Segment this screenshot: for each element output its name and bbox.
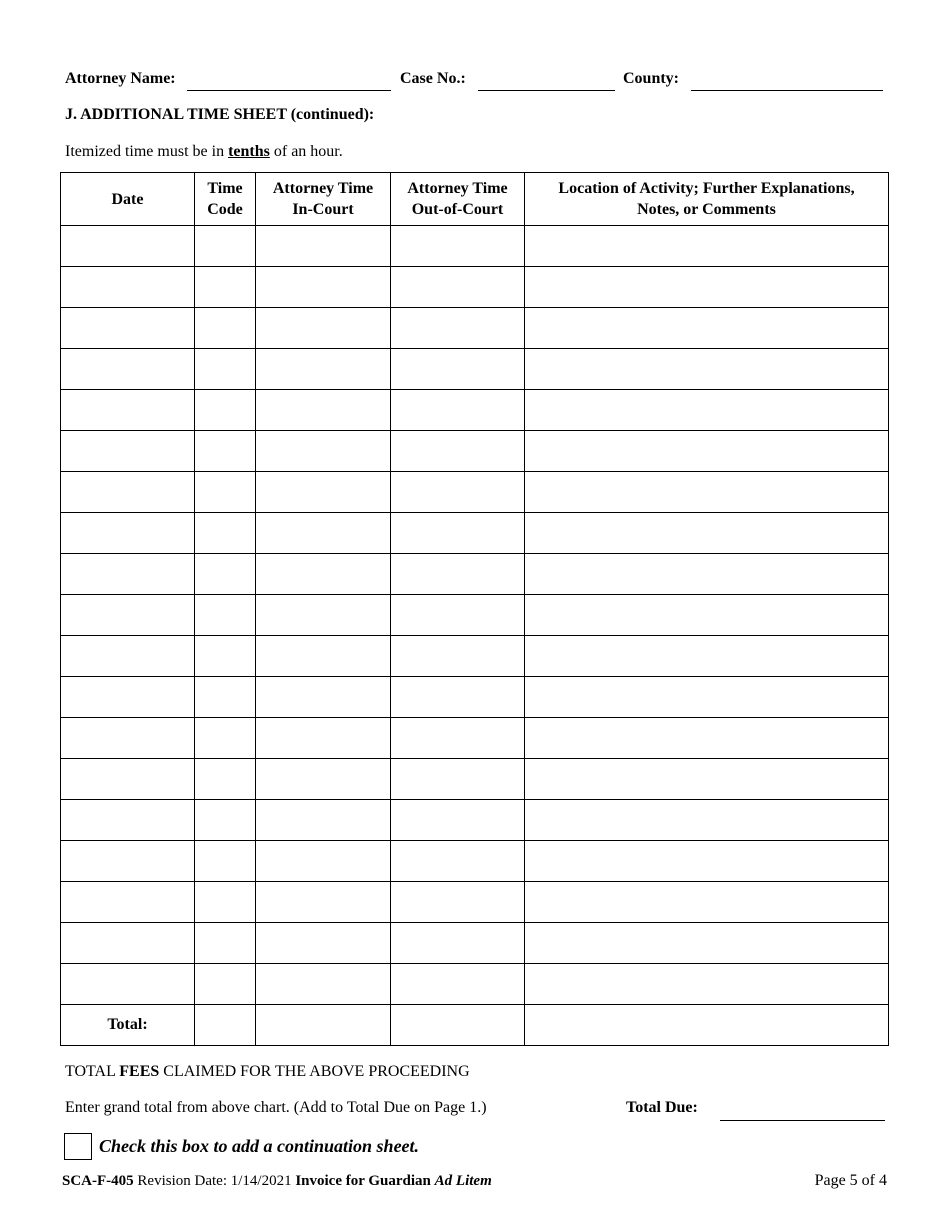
time-code-cell[interactable] <box>195 923 256 964</box>
table-body <box>61 226 889 1046</box>
in-court-cell[interactable] <box>256 718 391 759</box>
page-number: Page 5 of 4 <box>814 1172 887 1189</box>
notes-cell[interactable] <box>525 390 889 431</box>
in-court-cell[interactable] <box>256 841 391 882</box>
footer-form-info <box>62 1173 492 1190</box>
time-code-cell[interactable] <box>195 431 256 472</box>
notes-cell[interactable] <box>525 308 889 349</box>
date-cell[interactable] <box>61 513 195 554</box>
notes-cell[interactable] <box>525 595 889 636</box>
date-cell[interactable] <box>61 636 195 677</box>
out-of-court-cell[interactable] <box>391 964 525 1005</box>
total-due-field[interactable] <box>720 1120 885 1121</box>
date-cell[interactable] <box>61 431 195 472</box>
date-cell[interactable] <box>61 595 195 636</box>
time-sheet-table <box>60 172 889 1046</box>
out-of-court-cell[interactable] <box>391 677 525 718</box>
notes-cell[interactable] <box>525 882 889 923</box>
column-header-out-of-court: Attorney Time Out-of-Court <box>391 173 525 226</box>
instruction-text-before: Itemized time must be in <box>65 143 229 160</box>
notes-cell[interactable] <box>525 923 889 964</box>
table-row <box>61 472 889 513</box>
time-code-cell[interactable] <box>195 308 256 349</box>
table-row <box>61 718 889 759</box>
in-court-cell[interactable] <box>256 759 391 800</box>
continuation-checkbox[interactable] <box>64 1133 92 1160</box>
date-cell[interactable] <box>61 718 195 759</box>
table-row <box>61 595 889 636</box>
notes-cell[interactable] <box>525 472 889 513</box>
time-code-cell[interactable] <box>195 882 256 923</box>
table-row <box>61 964 889 1005</box>
column-header-date: Date <box>61 173 195 226</box>
date-cell[interactable] <box>61 349 195 390</box>
notes-cell[interactable] <box>525 513 889 554</box>
form-title: Invoice for Guardian <box>295 1173 435 1189</box>
time-code-cell[interactable] <box>195 759 256 800</box>
out-of-court-cell[interactable] <box>391 636 525 677</box>
out-of-court-cell[interactable] <box>391 308 525 349</box>
table-row <box>61 800 889 841</box>
in-court-cell[interactable] <box>256 472 391 513</box>
table-row <box>61 390 889 431</box>
in-court-cell[interactable] <box>256 636 391 677</box>
out-of-court-cell[interactable] <box>391 513 525 554</box>
out-of-court-cell[interactable] <box>391 595 525 636</box>
case-no-label: Case No.: <box>400 70 466 87</box>
date-cell[interactable] <box>61 677 195 718</box>
time-code-cell[interactable] <box>195 554 256 595</box>
itemized-instruction <box>65 143 343 161</box>
time-code-cell[interactable] <box>195 390 256 431</box>
form-title-italic: Ad Litem <box>434 1173 492 1189</box>
date-cell[interactable] <box>61 964 195 1005</box>
date-cell[interactable] <box>61 308 195 349</box>
notes-cell[interactable] <box>525 267 889 308</box>
date-cell[interactable] <box>61 226 195 267</box>
total-notes-cell[interactable] <box>525 1005 889 1046</box>
in-court-cell[interactable] <box>256 308 391 349</box>
total-in-court-cell[interactable] <box>256 1005 391 1046</box>
table-row <box>61 923 889 964</box>
time-code-cell[interactable] <box>195 226 256 267</box>
date-cell[interactable] <box>61 390 195 431</box>
notes-cell[interactable] <box>525 718 889 759</box>
notes-cell[interactable] <box>525 841 889 882</box>
notes-cell[interactable] <box>525 677 889 718</box>
table-row <box>61 349 889 390</box>
table-row <box>61 226 889 267</box>
table-row <box>61 759 889 800</box>
notes-cell[interactable] <box>525 964 889 1005</box>
table-row <box>61 267 889 308</box>
date-cell[interactable] <box>61 923 195 964</box>
out-of-court-cell[interactable] <box>391 554 525 595</box>
date-cell[interactable] <box>61 882 195 923</box>
in-court-cell[interactable] <box>256 267 391 308</box>
out-of-court-cell[interactable] <box>391 390 525 431</box>
out-of-court-cell[interactable] <box>391 267 525 308</box>
date-cell[interactable] <box>61 800 195 841</box>
table-row <box>61 431 889 472</box>
notes-cell[interactable] <box>525 226 889 267</box>
county-label: County: <box>623 70 680 87</box>
time-code-cell[interactable] <box>195 841 256 882</box>
in-court-cell[interactable] <box>256 964 391 1005</box>
table-row <box>61 636 889 677</box>
date-cell[interactable] <box>61 759 195 800</box>
in-court-cell[interactable] <box>256 882 391 923</box>
table-row <box>61 513 889 554</box>
in-court-cell[interactable] <box>256 390 391 431</box>
date-cell[interactable] <box>61 841 195 882</box>
table-row <box>61 677 889 718</box>
notes-cell[interactable] <box>525 636 889 677</box>
column-header-time-code: Time Code <box>195 173 256 226</box>
total-label: Total: <box>61 1005 195 1046</box>
date-cell[interactable] <box>61 472 195 513</box>
grand-total-instruction: Enter grand total from above chart. (Add to Total Due on Page 1.) <box>65 1099 487 1116</box>
out-of-court-cell[interactable] <box>391 226 525 267</box>
time-code-cell[interactable] <box>195 718 256 759</box>
in-court-cell[interactable] <box>256 677 391 718</box>
out-of-court-cell[interactable] <box>391 431 525 472</box>
out-of-court-cell[interactable] <box>391 759 525 800</box>
notes-cell[interactable] <box>525 349 889 390</box>
attorney-name-label: Attorney Name: <box>65 70 176 87</box>
time-code-cell[interactable] <box>195 964 256 1005</box>
time-code-cell[interactable] <box>195 677 256 718</box>
out-of-court-cell[interactable] <box>391 800 525 841</box>
table-row <box>61 554 889 595</box>
case-no-field[interactable] <box>478 90 615 91</box>
section-title: J. ADDITIONAL TIME SHEET (continued): <box>65 106 375 123</box>
in-court-cell[interactable] <box>256 431 391 472</box>
table-row <box>61 308 889 349</box>
total-out-of-court-cell[interactable] <box>391 1005 525 1046</box>
table-row <box>61 841 889 882</box>
column-header-in-court: Attorney Time In-Court <box>256 173 391 226</box>
in-court-cell[interactable] <box>256 923 391 964</box>
attorney-name-field[interactable] <box>187 90 391 91</box>
out-of-court-cell[interactable] <box>391 349 525 390</box>
form-id: SCA-F-405 <box>62 1173 134 1189</box>
time-code-cell[interactable] <box>195 472 256 513</box>
column-header-location-notes: Location of Activity; Further Explanations, Notes, or Comments <box>525 173 889 226</box>
revision-date: Revision Date: 1/14/2021 <box>133 1173 296 1189</box>
continuation-label: Check this box to add a continuation sheet. <box>99 1136 420 1156</box>
time-code-cell[interactable] <box>195 349 256 390</box>
in-court-cell[interactable] <box>256 349 391 390</box>
time-code-cell[interactable] <box>195 513 256 554</box>
in-court-cell[interactable] <box>256 513 391 554</box>
header-fields <box>65 68 885 94</box>
out-of-court-cell[interactable] <box>391 472 525 513</box>
table-header-row <box>61 173 889 226</box>
time-code-cell[interactable] <box>195 800 256 841</box>
total-time-code-cell[interactable] <box>195 1005 256 1046</box>
date-cell[interactable] <box>61 267 195 308</box>
notes-cell[interactable] <box>525 800 889 841</box>
in-court-cell[interactable] <box>256 226 391 267</box>
date-cell[interactable] <box>61 554 195 595</box>
instruction-text-after: of an hour. <box>269 143 343 160</box>
out-of-court-cell[interactable] <box>391 882 525 923</box>
out-of-court-cell[interactable] <box>391 841 525 882</box>
table-row <box>61 882 889 923</box>
out-of-court-cell[interactable] <box>391 718 525 759</box>
notes-cell[interactable] <box>525 554 889 595</box>
instruction-emphasis: tenths <box>228 143 270 160</box>
time-code-cell[interactable] <box>195 636 256 677</box>
in-court-cell[interactable] <box>256 554 391 595</box>
out-of-court-cell[interactable] <box>391 923 525 964</box>
time-code-cell[interactable] <box>195 267 256 308</box>
total-fees-heading: TOTAL FEES CLAIMED FOR THE ABOVE PROCEEDING <box>65 1063 470 1080</box>
notes-cell[interactable] <box>525 431 889 472</box>
total-due-label: Total Due: <box>626 1099 698 1116</box>
total-row <box>61 1005 889 1046</box>
county-field[interactable] <box>691 90 883 91</box>
in-court-cell[interactable] <box>256 595 391 636</box>
in-court-cell[interactable] <box>256 800 391 841</box>
time-code-cell[interactable] <box>195 595 256 636</box>
notes-cell[interactable] <box>525 759 889 800</box>
